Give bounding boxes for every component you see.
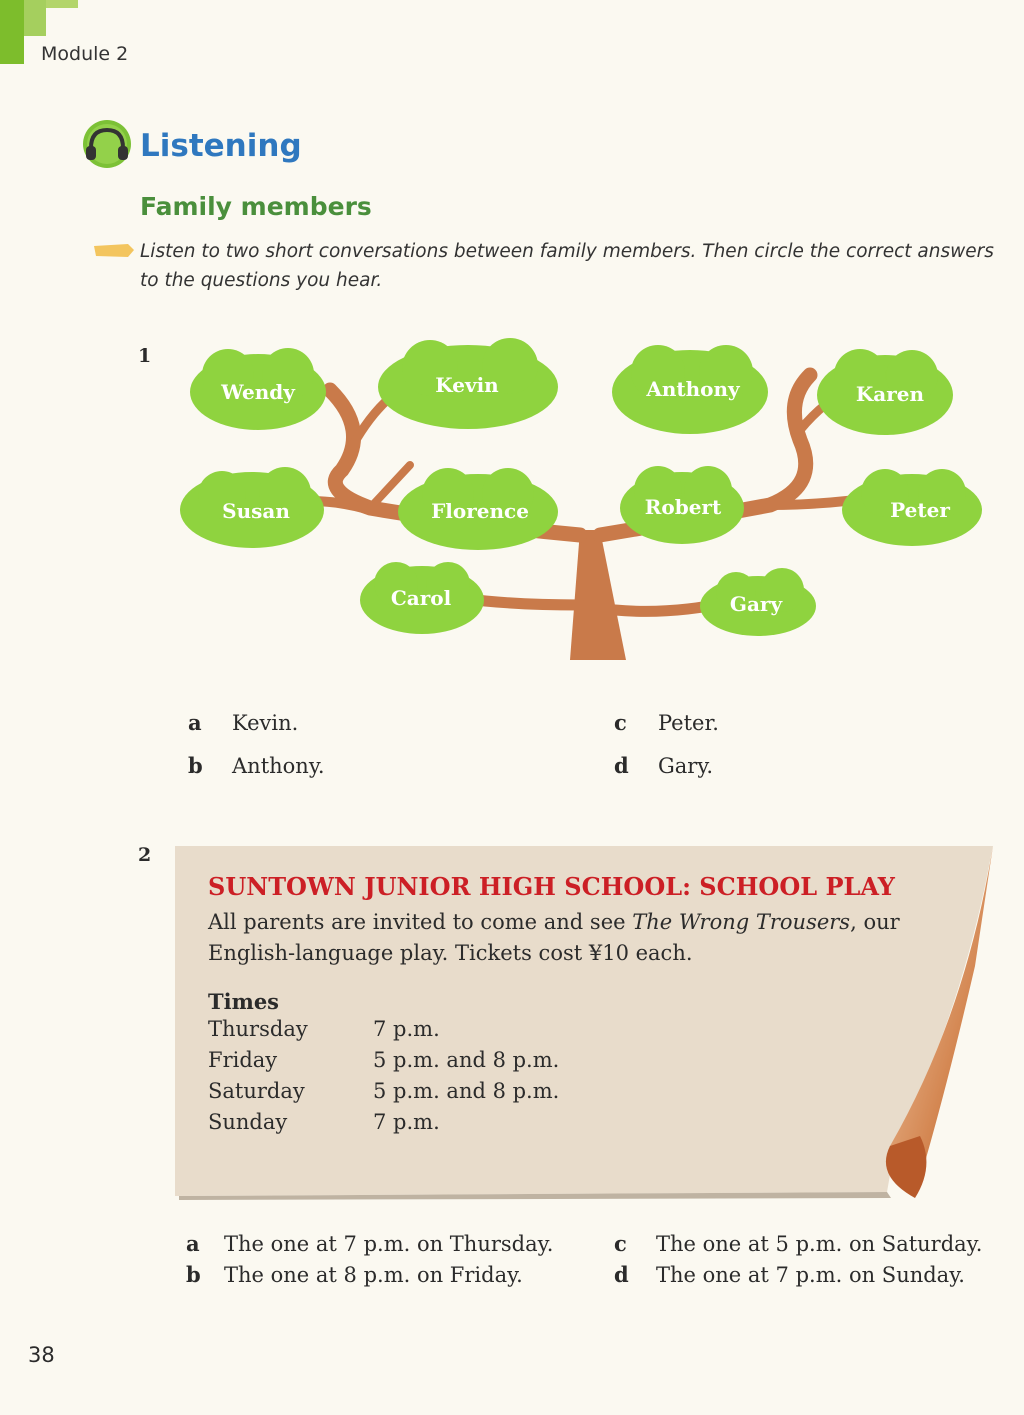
highlight-marker-icon: [94, 243, 134, 258]
question-number: 2: [138, 844, 152, 866]
section-title: Listening: [140, 128, 302, 164]
option-letter: c: [614, 710, 627, 735]
tree-name: Gary: [729, 592, 783, 616]
page-number: 38: [28, 1343, 55, 1367]
notice-content: [208, 872, 968, 1138]
option-text: Gary.: [658, 754, 714, 778]
option-text: Kevin.: [232, 711, 299, 735]
tree-name: Wendy: [221, 380, 295, 404]
answer-option[interactable]: [186, 1231, 553, 1256]
headphones-icon: [77, 118, 135, 170]
corner-decoration: [24, 0, 46, 36]
option-letter: a: [188, 710, 202, 735]
times-day: Friday: [208, 1048, 278, 1072]
answer-option[interactable]: [188, 753, 325, 778]
tree-name: Robert: [644, 495, 722, 519]
option-text: The one at 7 p.m. on Sunday.: [656, 1263, 965, 1287]
times-time: 5 p.m. and 8 p.m.: [373, 1079, 560, 1103]
answer-option[interactable]: [614, 753, 713, 778]
answer-option[interactable]: [614, 1231, 982, 1256]
answer-option[interactable]: [614, 1262, 965, 1287]
answer-option[interactable]: [614, 710, 719, 735]
notice-text-part: All parents are invited to come and see: [208, 910, 633, 934]
times-day: Saturday: [208, 1079, 305, 1103]
times-time: 7 p.m.: [373, 1017, 440, 1041]
option-text: The one at 5 p.m. on Saturday.: [656, 1232, 983, 1256]
tree-name: Kevin: [435, 373, 499, 397]
answer-option[interactable]: [186, 1262, 523, 1287]
module-label: Module 2: [41, 43, 129, 65]
times-row: [208, 1045, 968, 1076]
tree-name: Susan: [222, 499, 290, 523]
times-row: [208, 1107, 968, 1138]
option-letter: a: [186, 1231, 200, 1256]
option-letter: b: [188, 753, 203, 778]
tree-name: Karen: [855, 382, 925, 406]
notice-title: SUNTOWN JUNIOR HIGH SCHOOL: SCHOOL PLAY: [208, 872, 895, 901]
tree-name: Anthony: [646, 377, 740, 401]
option-text: Peter.: [658, 711, 719, 735]
notice-text: [208, 907, 968, 969]
corner-decoration: [0, 0, 24, 64]
question-number: 1: [138, 345, 152, 367]
option-letter: c: [614, 1231, 627, 1256]
notice-text-part: , our English-language play. Tickets cost ¥10 each.: [208, 910, 900, 965]
subsection-title: Family members: [140, 192, 372, 221]
answer-option[interactable]: [188, 710, 298, 735]
times-row: [208, 1076, 968, 1107]
option-text: Anthony.: [232, 754, 325, 778]
times-row: [208, 1014, 968, 1045]
times-day: Sunday: [208, 1110, 288, 1134]
tree-name: Florence: [431, 499, 529, 523]
option-letter: b: [186, 1262, 201, 1287]
option-letter: d: [614, 1262, 629, 1287]
tree-name: Carol: [390, 586, 452, 610]
instructions: Listen to two short conversations between family members. Then circle the correct answers to the questions you hear.: [140, 241, 994, 291]
times-day: Thursday: [208, 1017, 308, 1041]
times-time: 7 p.m.: [373, 1110, 440, 1134]
times-heading: Times: [208, 989, 280, 1014]
tree-name: Peter: [890, 498, 950, 522]
play-title: The Wrong Trousers: [632, 910, 851, 934]
option-text: The one at 7 p.m. on Thursday.: [224, 1232, 554, 1256]
times-time: 5 p.m. and 8 p.m.: [373, 1048, 560, 1072]
family-tree: [170, 330, 990, 670]
option-text: The one at 8 p.m. on Friday.: [224, 1263, 523, 1287]
option-letter: d: [614, 753, 629, 778]
